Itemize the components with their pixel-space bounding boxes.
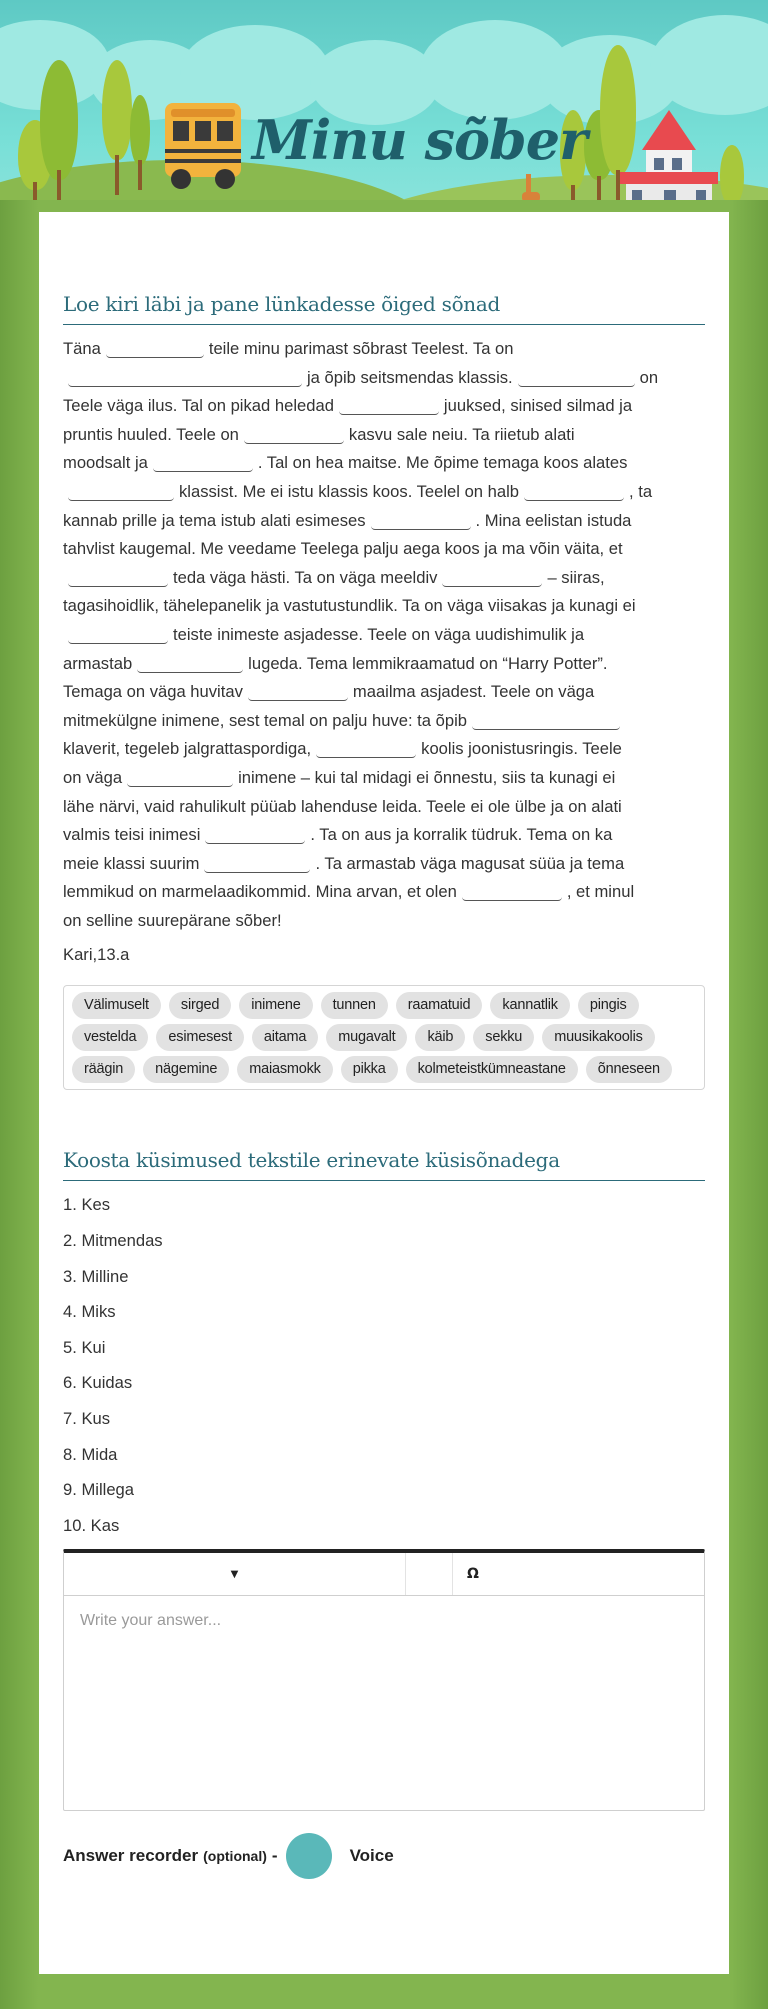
passage-line [63,821,705,850]
blank-drop-zone[interactable] [524,481,624,501]
blank-drop-zone[interactable] [316,738,416,758]
word-chip[interactable]: aitama [252,1024,318,1051]
passage-text-segment: lähe närvi, vaid rahulikult püüab lahenduse leida. Teele ei ole ülbe ja on alati [63,796,622,816]
answer-editor [63,1549,705,1811]
passage-line [63,364,705,393]
passage-line [63,678,705,707]
question-item: 8. Mida [63,1444,118,1464]
blank-drop-zone[interactable] [153,452,253,472]
passage-text-segment: moodsalt ja [63,453,148,473]
word-chip[interactable]: esimesest [156,1024,243,1051]
passage-text-segment: , et minul [566,882,635,902]
section-heading-questions: Koosta küsimused tekstile erinevate küsisõnadega [63,1148,705,1181]
passage-line [63,564,705,593]
passage-text-segment: teiste inimeste asjadesse. Teele on väga uudishimulik ja [173,624,585,644]
passage-text-segment: . Ta armastab väga magusat süüa ja tema [315,853,625,873]
passage-line [63,449,705,478]
passage-line [63,507,705,536]
question-item: 1. Kes [63,1195,111,1215]
blank-drop-zone[interactable] [68,624,168,644]
special-character-button[interactable]: Ω [467,1566,479,1583]
blank-drop-zone[interactable] [248,681,348,701]
format-dropdown[interactable] [64,1553,406,1595]
passage-text-segment: lugeda. Tema lemmikraamatud on “Harry Potter”. [248,653,608,673]
passage-text-segment: kannab prille ja tema istub alati esimeses [63,510,366,530]
signature: Kari,13.a [63,945,130,965]
blank-drop-zone[interactable] [462,881,562,901]
word-chip[interactable]: nägemine [143,1056,229,1083]
header-banner [0,0,768,230]
bus-icon [165,103,241,191]
passage-text [63,335,705,935]
passage-text-segment: Temaga on väga huvitav [63,682,243,702]
passage-text-segment: on selline suurepärane sõber! [63,910,282,930]
answer-recorder [63,1833,705,1879]
caret-down-icon: ▼ [230,1568,239,1580]
word-chip[interactable]: sekku [473,1024,534,1051]
word-chip[interactable]: sirged [169,992,231,1019]
passage-text-segment: . Ta on aus ja korralik tüdruk. Tema on ka [310,825,613,845]
passage-text-segment: maailma asjadest. Teele on väga [352,682,595,702]
passage-text-segment: on väga [63,767,123,787]
passage-line [63,478,705,507]
blank-drop-zone[interactable] [106,338,204,358]
passage-text-segment: valmis teisi inimesi [63,825,201,845]
passage-text-segment: juuksed, sinised silmad ja [443,396,633,416]
word-chip[interactable]: kannatlik [490,992,569,1019]
word-chip[interactable]: vestelda [72,1024,148,1051]
word-chip[interactable]: tunnen [321,992,388,1019]
passage-line [63,650,705,679]
blank-drop-zone[interactable] [518,367,635,387]
passage-text-segment: ja õpib seitsmendas klassis. [307,367,513,387]
passage-line [63,707,705,736]
recorder-optional: (optional) [203,1848,267,1865]
word-chip[interactable]: pingis [578,992,639,1019]
blank-drop-zone[interactable] [137,653,243,673]
passage-text-segment: tagasihoidlik, tähelepanelik ja vastutustundlik. Ta on väga viisakas ja kunagi ei [63,596,636,616]
passage-text-segment: Teele väga ilus. Tal on pikad heledad [63,396,334,416]
blank-drop-zone[interactable] [127,767,233,787]
passage-text-segment: on [639,367,659,387]
question-list [63,1187,705,1543]
passage-text-segment: Täna [63,339,101,358]
blank-drop-zone[interactable] [68,481,174,501]
passage-line [63,535,705,564]
section-heading-fill-blanks: Loe kiri läbi ja pane lünkadesse õiged sõnad [63,292,705,325]
passage-text-segment: . Mina eelistan istuda [475,510,632,530]
passage-line [63,335,705,364]
passage-text-segment: – siiras, [547,567,605,587]
word-chip[interactable]: käib [415,1024,465,1051]
voice-label: Voice [349,1846,394,1866]
toolbar-button[interactable] [406,1553,453,1595]
word-chip[interactable]: kolmeteistkümneastane [406,1056,578,1083]
question-item: 2. Mitmendas [63,1231,163,1251]
passage-line [63,592,705,621]
blank-drop-zone[interactable] [205,824,305,844]
passage-text-segment: lemmikud on marmelaadikommid. Mina arvan, et olen [63,882,457,902]
passage-text-segment: inimene – kui tal midagi ei õnnestu, siis ta kunagi ei [238,767,616,787]
passage-text-segment: mitmekülgne inimene, sest temal on palju huve: ta õpib [63,710,468,730]
passage-line [63,793,705,822]
answer-textarea[interactable]: Write your answer... [80,1612,222,1630]
word-chip[interactable]: Välimuselt [72,992,161,1019]
editor-toolbar [64,1553,704,1596]
passage-text-segment: koolis joonistusringis. Teele [421,739,622,759]
word-chip[interactable]: räägin [72,1056,135,1083]
word-chip[interactable]: raamatuid [396,992,483,1019]
question-item: 3. Milline [63,1266,129,1286]
blank-drop-zone[interactable] [442,567,542,587]
passage-line [63,764,705,793]
blank-drop-zone[interactable] [68,567,168,587]
passage-text-segment: teda väga hästi. Ta on väga meeldiv [173,567,438,587]
blank-drop-zone[interactable] [204,853,310,873]
word-chip[interactable]: õnneseen [586,1056,672,1083]
word-chip[interactable]: muusikakoolis [542,1024,654,1051]
question-item: 10. Kas [63,1515,120,1535]
passage-line [63,850,705,879]
blank-drop-zone[interactable] [244,424,344,444]
passage-text-segment: armastab [63,653,133,673]
passage-text-segment: , ta [629,481,653,501]
passage-text-segment: . Tal on hea maitse. Me õpime temaga koos alates [257,453,628,473]
record-button[interactable] [286,1833,332,1879]
recorder-dash: - [271,1846,278,1866]
blank-drop-zone[interactable] [339,395,439,415]
passage-text-segment: teile minu parimast sõbrast Teelest. Ta on [208,339,514,358]
passage-line [63,907,705,936]
question-item: 7. Kus [63,1409,111,1429]
word-bank [63,985,705,1090]
passage-text-segment: klaverit, tegeleb jalgrattaspordiga, [63,739,312,759]
blank-drop-zone[interactable] [371,510,471,530]
passage-text-segment: pruntis huuled. Teele on [63,424,239,444]
passage-text-segment: kasvu sale neiu. Ta riietub alati [348,424,575,444]
passage-line [63,421,705,450]
question-item: 6. Kuidas [63,1373,133,1393]
blank-drop-zone[interactable] [68,367,302,387]
question-item: 4. Miks [63,1302,116,1322]
passage-line [63,392,705,421]
question-item: 5. Kui [63,1337,106,1357]
passage-text-segment: klassist. Me ei istu klassis koos. Teelel on halb [179,481,520,501]
word-chip[interactable]: pikka [341,1056,398,1083]
recorder-label: Answer recorder [63,1846,199,1866]
word-chip[interactable]: mugavalt [326,1024,407,1051]
passage-text-segment: meie klassi suurim [63,853,200,873]
passage-line [63,621,705,650]
word-chip[interactable]: inimene [239,992,312,1019]
page-title: Minu sõber [252,108,587,172]
passage-line [63,735,705,764]
worksheet-card [39,212,729,1974]
blank-drop-zone[interactable] [472,710,620,730]
passage-line [63,878,705,907]
passage-text-segment: tahvlist kaugemal. Me veedame Teelega palju aega koos ja ma võin väita, et [63,539,623,559]
question-item: 9. Millega [63,1480,135,1500]
word-chip[interactable]: maiasmokk [237,1056,333,1083]
